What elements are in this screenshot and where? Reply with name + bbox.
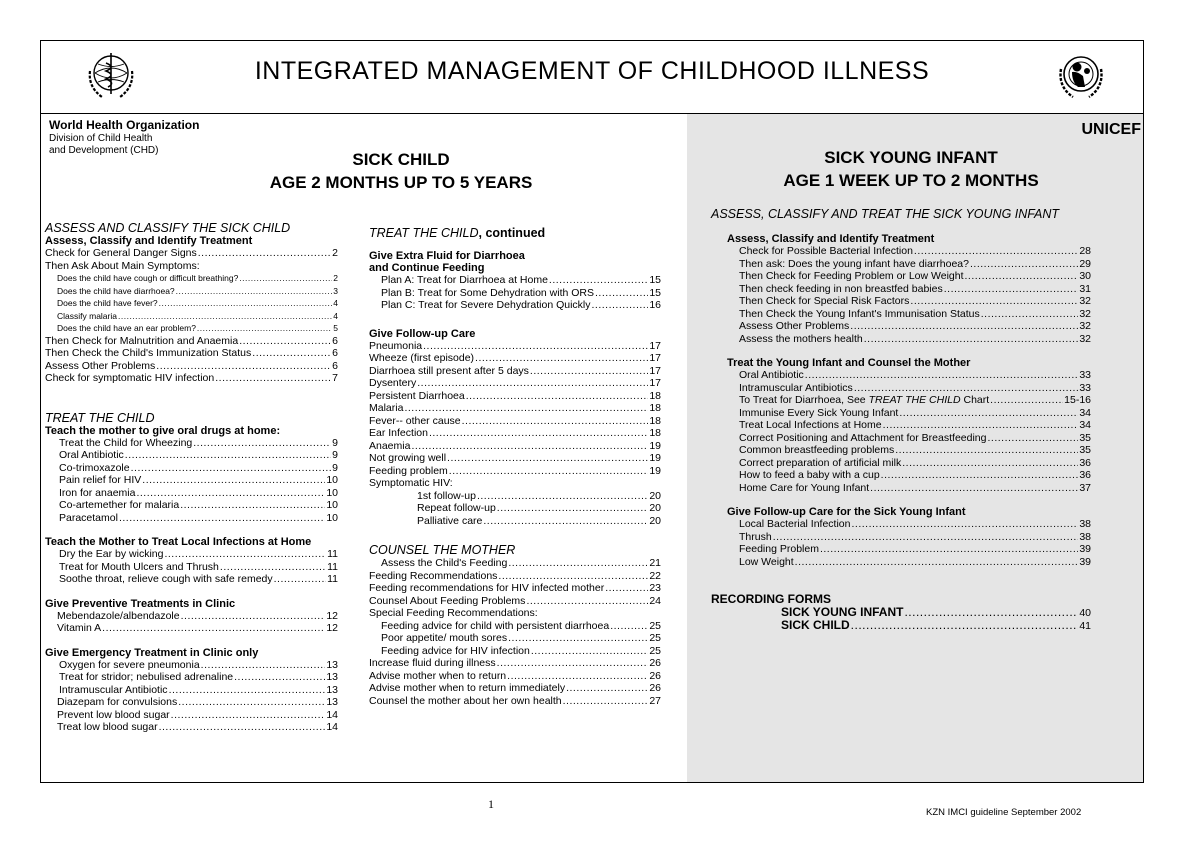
toc-row [369,477,661,490]
toc-label: Treat the Child for Wheezing [59,436,193,449]
toc-page: 32 [1079,320,1091,332]
toc-page: 26 [649,682,661,694]
toc-label: Check for symptomatic HIV infection [45,372,215,384]
subtitle-local-infections: Teach the Mother to Treat Local Infections at Home [45,536,312,548]
toc-label: Soothe throat, relieve cough with safe remedy [59,573,273,585]
toc-label: Correct preparation of artificial milk [739,456,902,469]
toc-row [369,582,661,595]
subtitle-infant-assess: Assess, Classify and Identify Treatment [727,233,935,245]
toc-label: Assess Other Problems [739,320,850,332]
toc-label: Palliative care [417,514,483,527]
toc-page: 19 [649,439,661,452]
subtitle-preventive: Give Preventive Treatments in Clinic [45,597,236,610]
toc-row [45,449,338,462]
toc-label: Check for General Danger Signs [45,247,197,259]
toc-label: Repeat follow-up [417,502,496,514]
toc-label: Thrush [739,530,772,543]
toc-page: 28 [1079,245,1091,257]
toc-row [45,285,338,298]
toc-page: 9 [332,449,338,461]
toc-row [727,394,1091,407]
toc-row [727,444,1091,457]
toc-label: Feeding problem [369,464,448,477]
toc-row [45,260,338,273]
toc-page: 4 [333,310,338,321]
toc-page: 18 [649,389,661,402]
toc-page: 11 [327,560,338,573]
subtitle-assess: Assess, Classify and Identify Treatment [45,235,253,247]
toc-row [45,272,338,285]
toc-page: 13 [326,683,338,696]
toc-label: Fever-- other cause [369,414,461,427]
toc-page: 34 [1079,406,1091,419]
toc-page: 18 [649,427,661,439]
toc-page: 9 [332,436,338,449]
subtitle-extra-fluid-2: and Continue Feeding [369,262,485,274]
toc-label: Malaria [369,402,404,414]
toc-label: Common breastfeeding problems [739,444,895,456]
toc-row [45,573,338,586]
toc-page: 3 [333,285,338,296]
toc-page: 20 [649,502,661,514]
toc-label: How to feed a baby with a cup [739,469,880,481]
toc-page: 14 [326,721,338,733]
toc-page: 25 [649,632,661,644]
toc-label: Counsel About Feeding Problems [369,594,526,607]
subtitle-oral-drugs: Teach the mother to give oral drugs at home: [45,424,281,437]
toc-row [45,548,338,561]
toc-page: 5 [333,323,338,333]
column-treat-counsel [369,226,661,707]
toc-page: 16 [649,299,661,311]
toc-row [369,645,661,658]
recording-forms-title: RECORDING FORMS [711,592,831,606]
toc-label: Plan B: Treat for Some Dehydration with ORS [381,286,595,299]
toc-row [369,657,661,670]
toc-label: Oral Antibiotic [739,369,804,381]
toc-label: Does the child have fever? [57,298,158,308]
toc-page: 25 [649,619,661,632]
toc-page: 17 [649,352,661,364]
toc-label [739,394,989,407]
toc-row [45,561,338,574]
toc-row [369,620,661,633]
toc-row [727,432,1091,445]
toc-label: Iron for anaemia [59,486,136,499]
toc-row [369,440,661,453]
toc-row [45,310,338,323]
footer-credit: KZN IMCI guideline September 2002 [926,807,1082,818]
toc-label: Dry the Ear by wicking [59,548,164,560]
toc-page: 35 [1079,444,1091,456]
toc-page: 24 [649,594,661,607]
toc-page: 40 [1079,607,1091,619]
section-title-treat-continued [369,226,661,240]
subtitle-infant-treat: Treat the Young Infant and Counsel the Mother [727,357,971,369]
toc-row [45,247,338,260]
toc-row [45,322,338,335]
subtitle-emergency: Give Emergency Treatment in Clinic only [45,646,259,659]
division-line-2: and Development (CHD) [49,145,159,156]
toc-row [727,258,1091,271]
subtitle-extra-fluid-1: Give Extra Fluid for Diarrhoea [369,250,525,262]
toc-row [727,518,1091,531]
org-name: World Health Organization [49,118,200,132]
toc-label: Then Check the Young Infant's Immunisation Status [739,307,980,320]
toc-page: 4 [333,298,338,308]
toc-row [45,610,338,623]
toc-page: 6 [332,347,338,359]
toc-page: 41 [1079,620,1091,632]
toc-row [369,490,661,503]
toc-row [369,340,661,353]
toc-row [45,462,338,475]
toc-page: 14 [326,708,338,721]
toc-label: Feeding advice for child with persistent diarrhoea [381,619,610,632]
toc-row [369,515,661,528]
toc-page: 19 [649,452,661,464]
toc-label: Intramuscular Antibiotics [739,381,853,394]
toc-label: Treat low blood sugar [57,721,158,733]
toc-row [711,619,1091,632]
toc-page: 10 [326,474,338,486]
toc-page: 31 [1079,282,1091,295]
toc-page: 10 [326,486,338,499]
toc-label: Anaemia [369,439,411,452]
toc-label: Vitamin A [57,622,102,634]
toc-label-emphasis: TREAT THE CHILD [868,394,961,406]
toc-label: Classify malaria [57,310,117,321]
subtitle-follow-up: Give Follow-up Care [369,327,476,340]
toc-label: Feeding advice for HIV infection [381,644,530,657]
toc-page: 11 [327,548,338,560]
toc-page: 6 [332,334,338,347]
toc-label: Not growing well [369,452,447,464]
section-title-treat: TREAT THE CHILD [45,410,155,425]
young-infant-heading: SICK YOUNG INFANT [824,148,998,167]
sick-child-heading: SICK CHILD [352,150,450,169]
toc-row [727,295,1091,308]
section-title-young-infant: ASSESS, CLASSIFY AND TREAT THE SICK YOUNG INFANT [711,207,1059,221]
toc-row [369,427,661,440]
toc-label: Pneumonia [369,339,423,352]
toc-label: Mebendazole/albendazole [57,609,180,622]
toc-row [45,360,338,373]
toc-page: 34 [1079,419,1091,431]
toc-page: 18 [649,402,661,414]
toc-row [727,270,1091,283]
toc-row [45,696,338,709]
toc-label: Diazepam for convulsions [57,696,178,708]
toc-label: Special Feeding Recommendations: [369,607,538,619]
toc-label: Ear Infection [369,427,428,439]
toc-label: Pain relief for HIV [59,474,142,486]
toc-row [45,487,338,500]
toc-label: Dysentery [369,377,417,389]
section-title-counsel: COUNSEL THE MOTHER [369,543,516,557]
toc-page: 37 [1079,481,1091,494]
toc-label: SICK CHILD [781,618,850,632]
toc-page: 30 [1079,270,1091,282]
document-frame [40,40,1144,783]
toc-page: 12 [326,609,338,622]
toc-label: Does the child have cough or difficult breathing? [57,273,239,283]
column-young-infant [711,207,1091,632]
toc-row [727,333,1091,346]
toc-label: Advise mother when to return immediately [369,682,566,694]
toc-label: Paracetamol [59,511,118,524]
subtitle-infant-follow-up: Give Follow-up Care for the Sick Young Infant [727,506,966,518]
toc-label: Assess the mothers health [739,332,863,345]
toc-row [727,308,1091,321]
toc-label: Persistent Diarrhoea [369,389,465,402]
toc-label: Treat for Mouth Ulcers and Thrush [59,560,219,573]
toc-row [45,437,338,450]
toc-row [369,695,661,708]
toc-page: 17 [649,364,661,377]
toc-row [369,377,661,390]
toc-page: 39 [1079,555,1091,568]
toc-row [369,452,661,465]
toc-page: 2 [332,247,338,259]
toc-label: Feeding Recommendations [369,569,498,582]
toc-row [727,482,1091,495]
toc-label: Does the child have an ear problem? [57,323,196,333]
column-assess-treat [45,221,338,734]
toc-label: Then ask: Does the young infant have diarrhoea? [739,257,969,270]
toc-label-tail: Chart [960,394,990,406]
toc-label: Plan C: Treat for Severe Dehydration Quickly [381,299,591,311]
toc-page: 18 [649,414,661,427]
toc-page: 26 [649,669,661,682]
toc-row [45,671,338,684]
toc-page: 33 [1079,381,1091,394]
toc-label: Treat for stridor; nebulised adrenaline [59,671,234,683]
toc-row [369,557,661,570]
young-infant-age-heading: AGE 1 WEEK UP TO 2 MONTHS [783,171,1039,190]
toc-page: 15 [649,274,661,286]
toc-page: 32 [1079,295,1091,307]
toc-page: 35 [1079,431,1091,444]
toc-label-start: To Treat for Diarrhoea, See [739,394,869,406]
toc-row [727,369,1091,382]
toc-label: Co-trimoxazole [59,461,130,474]
toc-row [369,352,661,365]
toc-page: 23 [649,582,661,594]
toc-label: Increase fluid during illness [369,657,496,669]
toc-label: Local Bacterial Infection [739,518,851,530]
toc-row [727,419,1091,432]
sick-child-age-heading: AGE 2 MONTHS UP TO 5 YEARS [269,173,533,192]
toc-row [369,670,661,683]
toc-label: Co-artemether for malaria [59,499,180,511]
toc-label: Assess Other Problems [45,359,156,372]
toc-label: Feeding Problem [739,543,819,555]
toc-page: 7 [332,372,338,384]
toc-label: Low Weight [739,555,794,568]
toc-label: Home Care for Young Infant [739,481,870,494]
toc-row [45,335,338,348]
toc-row [369,682,661,695]
toc-label: Then Check for Special Risk Factors [739,295,910,307]
toc-page: 12 [326,622,338,634]
toc-row [369,415,661,428]
toc-row [45,297,338,310]
toc-page: 22 [649,569,661,582]
toc-page: 15 [649,286,661,299]
toc-label: Correct Positioning and Attachment for Breastfeeding [739,431,987,444]
toc-label: Feeding recommendations for HIV infected mother [369,582,605,594]
toc-page: 10 [326,511,338,524]
toc-page: 13 [326,696,338,708]
toc-row [727,320,1091,333]
unicef-label: UNICEF [1081,121,1141,138]
toc-row [727,457,1091,470]
toc-label: 1st follow-up [417,489,476,502]
toc-label: Advise mother when to return [369,669,507,682]
toc-row [45,684,338,697]
toc-row [369,502,661,515]
section-title-assess: ASSESS AND CLASSIFY THE SICK CHILD [45,221,291,235]
toc-label: Then Check for Malnutrition and Anaemia [45,334,239,347]
toc-page: 13 [326,658,338,671]
toc-row [45,474,338,487]
toc-row [45,347,338,360]
toc-label: Treat Local Infections at Home [739,419,882,431]
toc-page: 38 [1079,530,1091,543]
toc-label: Assess the Child's Feeding [381,557,508,569]
toc-label: Then Ask About Main Symptoms: [45,259,200,272]
toc-row [45,372,338,385]
toc-page: 11 [327,573,338,585]
toc-label: Plan A: Treat for Diarrhoea at Home [381,274,548,286]
toc-row [369,390,661,403]
toc-label: Then Check for Feeding Problem or Low Weight [739,270,964,282]
toc-row [369,465,661,478]
toc-row [369,287,661,300]
toc-page: 38 [1079,518,1091,530]
treat-continued-title: TREAT THE CHILD [369,226,479,240]
toc-page: 20 [649,514,661,527]
toc-label: Oral Antibiotic [59,449,124,461]
toc-row [369,365,661,378]
toc-page: 33 [1079,369,1091,381]
division-line-1: Division of Child Health [49,133,153,144]
toc-label: Immunise Every Sick Young Infant [739,406,899,419]
toc-page: 39 [1079,543,1091,555]
treat-continued-suffix: , continued [478,226,546,240]
toc-page: 9 [332,461,338,474]
toc-label: Does the child have diarrhoea? [57,285,175,296]
toc-label: Oxygen for severe pneumonia [59,658,200,671]
toc-row [369,607,661,620]
toc-label: Diarrhoea still present after 5 days [369,364,529,377]
toc-row [727,531,1091,544]
toc-label: Prevent low blood sugar [57,708,170,721]
toc-row [45,622,338,635]
toc-label: Check for Possible Bacterial Infection [739,245,913,257]
toc-page: 32 [1079,307,1091,320]
toc-page: 29 [1079,257,1091,270]
toc-row [369,299,661,312]
toc-label: Symptomatic HIV: [369,477,453,489]
toc-row [727,543,1091,556]
toc-row [45,512,338,525]
toc-row [727,382,1091,395]
toc-page: 15-16 [1064,394,1091,406]
toc-page: 6 [332,359,338,372]
toc-page: 10 [326,499,338,511]
toc-label: SICK YOUNG INFANT [781,605,904,619]
toc-page: 21 [649,557,661,569]
page-number: 1 [488,797,494,811]
toc-row [727,407,1091,420]
toc-label: Wheeze (first episode) [369,352,475,364]
toc-row [369,570,661,583]
toc-page: 2 [333,273,338,283]
toc-row [45,709,338,722]
toc-row [369,595,661,608]
toc-page: 36 [1079,469,1091,481]
toc-page: 27 [649,694,661,707]
page-header [41,41,1143,114]
toc-row [369,632,661,645]
toc-label: Then check feeding in non breastfed babies [739,282,943,295]
toc-page: 17 [649,339,661,352]
page-title: INTEGRATED MANAGEMENT OF CHILDHOOD ILLNESS [254,57,930,85]
toc-row [727,556,1091,569]
toc-row [369,274,661,287]
toc-row [45,659,338,672]
toc-label: Then Check the Child's Immunization Status [45,347,252,359]
toc-page: 36 [1079,456,1091,469]
toc-label: Intramuscular Antibiotic [59,683,168,696]
toc-row [45,721,338,734]
toc-page: 19 [649,464,661,477]
toc-row [727,245,1091,258]
toc-page: 17 [649,377,661,389]
toc-page: 26 [649,657,661,669]
toc-row [727,469,1091,482]
toc-page: 25 [649,644,661,657]
toc-row [369,402,661,415]
toc-page: 13 [326,671,338,683]
toc-row [711,606,1091,619]
toc-row [727,283,1091,296]
toc-row [45,499,338,512]
toc-label: Poor appetite/ mouth sores [381,632,508,644]
unicef-emblem-icon [1056,49,1106,103]
toc-page: 20 [649,489,661,502]
toc-page: 32 [1079,332,1091,345]
toc-label: Counsel the mother about her own health [369,694,562,707]
